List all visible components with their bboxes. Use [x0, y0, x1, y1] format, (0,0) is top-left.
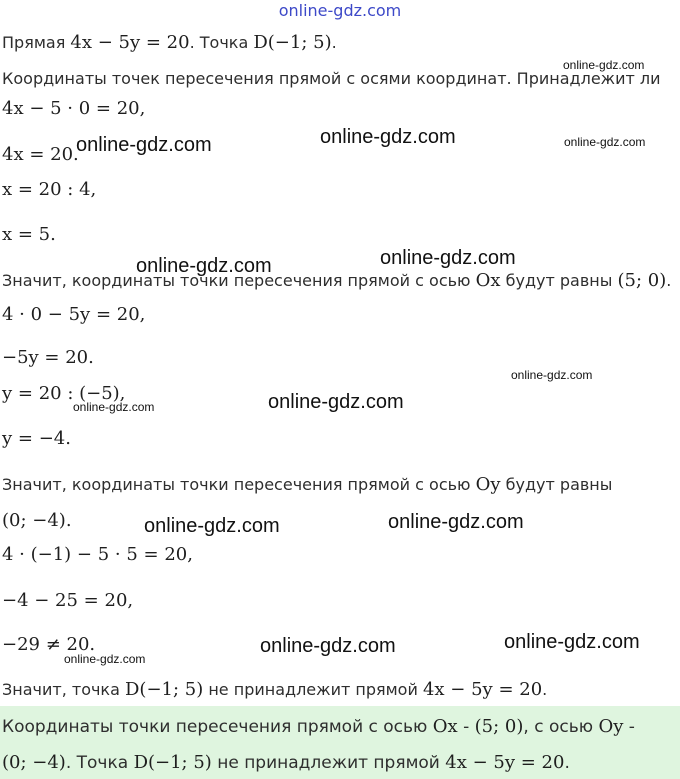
conclusion-point-text: Значит, точка — [2, 680, 120, 699]
answer-line-1 — [2, 714, 635, 740]
axis-ox: Ox — [475, 270, 501, 291]
watermark: online-gdz.com — [320, 126, 456, 148]
point-d-ref: D(−1; 5) — [125, 679, 204, 700]
answer-axis-oy: Oy — [598, 716, 624, 737]
equation-11: −29 ≠ 20. — [2, 634, 96, 655]
conclusion-point-end: . — [542, 680, 548, 699]
answer-oy-value: (0; −4) — [2, 752, 66, 773]
equation-9: 4 · (−1) − 5 · 5 = 20, — [2, 544, 193, 565]
line-equation-ref: 4x − 5y = 20 — [422, 679, 543, 700]
answer-text-3: . Точка — [65, 753, 129, 773]
watermark: online-gdz.com — [504, 631, 640, 653]
statement-end: . — [331, 33, 337, 52]
watermark: online-gdz.com — [380, 247, 516, 269]
statement-text: Прямая — [2, 33, 66, 52]
conclusion-oy — [2, 473, 612, 497]
equation-2: 4x = 20. — [2, 144, 79, 165]
conclusion-ox-end: . — [666, 271, 672, 290]
watermark: online-gdz.com — [76, 134, 212, 156]
conclusion-oy-text-2: будут равны — [505, 475, 613, 494]
watermark: online-gdz.com — [64, 652, 146, 666]
equation-8: y = −4. — [2, 428, 71, 449]
watermark: online-gdz.com — [388, 511, 524, 533]
watermark: online-gdz.com — [511, 368, 593, 382]
line-equation: 4x − 5y = 20 — [70, 32, 190, 53]
conclusion-ox-text: Значит, координаты точки пересечения прямой с осью — [2, 271, 471, 290]
equation-4: x = 5. — [2, 224, 56, 245]
answer-text-4: не принадлежит прямой — [217, 753, 440, 773]
equation-1: 4x − 5 · 0 = 20, — [2, 98, 146, 119]
answer-dash-2: - — [623, 717, 635, 737]
answer-dash-1: - — [463, 717, 475, 737]
oy-intersection-value: (0; −4). — [2, 510, 72, 531]
watermark: online-gdz.com — [73, 400, 155, 414]
problem-statement — [2, 31, 337, 55]
watermark: online-gdz.com — [564, 135, 646, 149]
watermark: online-gdz.com — [260, 635, 396, 657]
conclusion-ox-text-2: будут равны — [505, 271, 613, 290]
answer-box — [0, 706, 680, 779]
answer-text-2: , с осью — [523, 717, 594, 737]
answer-ox-value: (5; 0) — [474, 716, 524, 737]
answer-line-equation: 4x − 5y = 20 — [445, 752, 565, 773]
equation-3: x = 20 : 4, — [2, 179, 97, 200]
axis-oy: Oy — [475, 474, 501, 495]
task-question: Координаты точек пересечения прямой с осями координат. Принадлежит ли — [2, 69, 661, 88]
equation-7: y = 20 : (−5), — [2, 383, 126, 404]
site-name[interactable]: online-gdz.com — [278, 1, 402, 20]
watermark: online-gdz.com — [563, 58, 645, 72]
conclusion-oy-text: Значит, координаты точки пересечения прямой с осью — [2, 475, 471, 494]
watermark: online-gdz.com — [136, 255, 272, 277]
answer-text-1: Координаты точки пересечения прямой с осью — [2, 717, 428, 737]
ox-intersection-value: (5; 0) — [617, 270, 667, 291]
answer-end: . — [564, 753, 570, 773]
answer-point-d: D(−1; 5) — [133, 752, 212, 773]
conclusion-ox — [2, 269, 671, 293]
site-header — [0, 0, 680, 22]
answer-line-2 — [2, 750, 570, 776]
watermark: online-gdz.com — [268, 391, 404, 413]
conclusion-point-text-2: не принадлежит прямой — [208, 680, 418, 699]
equation-6: −5y = 20. — [2, 347, 94, 368]
conclusion-point — [2, 678, 547, 702]
point-d: D(−1; 5) — [253, 32, 332, 53]
equation-5: 4 · 0 − 5y = 20, — [2, 304, 146, 325]
answer-axis-ox: Ox — [432, 716, 458, 737]
statement-text-2: . Точка — [189, 33, 249, 52]
equation-10: −4 − 25 = 20, — [2, 590, 134, 611]
watermark: online-gdz.com — [144, 515, 280, 537]
